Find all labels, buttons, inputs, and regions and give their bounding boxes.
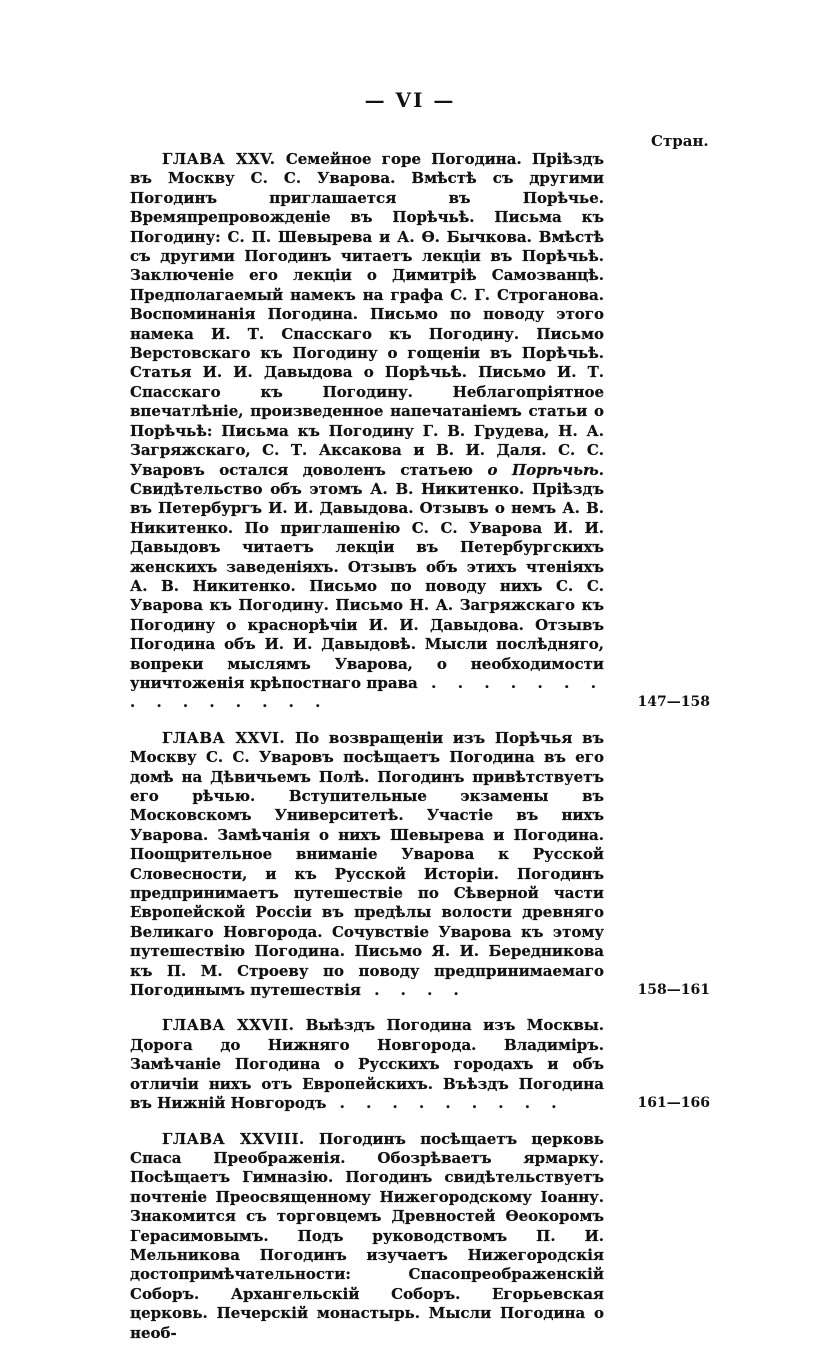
entry-summary-continued: . Свидѣтельство объ этомъ А. В. Никитенко. Пріѣздъ въ Петербургъ И. И. Давыдова. Отзывъ о немъ А. В. Никитенко. По приглашенію С. С. Уварова И. И. Давыдовъ читаетъ лекціи въ Петербургскихъ женскихъ заведеніяхъ. Отзывъ объ этихъ чтеніяхъ А. В. Никитенко. Письмо по поводу нихъ С. С. Уварова къ Погодину. Письмо Н. А. Загряжскаго къ Погодину о краснорѣчіи И. И. Давыдова. Отзывъ Погодина объ И. И. Давыдовѣ. Мысли послѣдняго, вопреки мыслямъ Уварова, о необходимости уничтоженія крѣпостнаго права [130,460,604,692]
toc-entry [130,1016,710,1113]
toc-entry [130,150,710,713]
entry-summary: Семейное горе Погодина. Пріѣздъ въ Москву С. С. Уварова. Вмѣстѣ съ другими Погодинъ приглашается въ Порѣчье. Времяпрепровожденіе въ Порѣчьѣ. Письма къ Погодину: С. П. Шевырева и А. Ѳ. Бычкова. Вмѣстѣ съ другими Погодинъ читаетъ лекціи въ Порѣчьѣ. Заключеніе его лекціи о Димитріѣ Самозванцѣ. Предполагаемый намекъ на графа С. Г. Строганова. Воспоминанія Погодина. Письмо по поводу этого намека И. Т. Спасскаго къ Погодину. Письмо Верстовскаго къ Погодину о гощеніи въ Порѣчьѣ. Статья И. И. Давыдова о Порѣчьѣ. Письмо И. Т. Спасскаго къ Погодину. Неблагопріятное впечатлѣніе, произведенное напечатаніемъ статьи о Порѣчьѣ: Письма къ Погодину Г. В. Грудева, Н. А. Загряжскаго, С. Т. Аксакова и В. И. Даля. С. С. Уваровъ остался доволенъ статьею [130,150,604,479]
leader-dots: . . . . . . . . . . . . . . . [130,673,604,712]
page-range: 161—166 [637,1095,710,1112]
entry-summary: Погодинъ посѣщаетъ церковь Спаса Преображенія. Обозрѣваетъ ярмарку. Посѣщаетъ Гимназію. Погодинъ свидѣтельствуетъ почтеніе Преосвященному Нижегородскому Іоанну. Знакомится съ торговцемъ Древностей Ѳеокоромъ Герасимовымъ. Подъ руководствомъ П. И. Мельникова Погодинъ изучаетъ Нижегородскія достопримѣчательности: Спасопреображенскій Соборъ. Архангельскій Соборъ. Егорьевская церковь. Печерскій монастырь. Мысли Погодина о необ- [130,1129,604,1342]
chapter-heading: ГЛАВА XXVIII. [162,1129,305,1148]
entry-text [130,1016,604,1113]
entry-text [130,1130,604,1343]
page-range: 158—161 [637,982,710,999]
toc-entry [130,1130,710,1343]
entry-text [130,729,604,1001]
chapter-heading: ГЛАВА XXV. [162,150,276,168]
chapter-heading: ГЛАВА XXVII. [162,1016,295,1035]
entry-summary: Выѣздъ Погодина изъ Москвы. Дорога до Нижняго Новгорода. Владиміръ. Замѣчаніе Погодина о Русскихъ городахъ и объ отличіи нихъ отъ Европейскихъ. Въѣздъ Погодина въ Нижній Новгородъ [130,1016,604,1113]
toc-entry [130,729,710,1001]
entry-summary: По возвращеніи изъ Порѣчья въ Москву С. С. Уваровъ посѣщаетъ Погодина въ его домѣ на Дѣвичьемъ Полѣ. Погодинъ привѣтствуетъ его рѣчью. Вступительные экзамены въ Московскомъ Университетѣ. Участіе въ нихъ Уварова. Замѣчанія о нихъ Шевырева и Погодина. Поощрительное вниманіе Уварова к Русской Словесности, и къ Русской Исторіи. Погодинъ предпринимаетъ путешествіе по Сѣверной части Европейской Россіи въ предѣлы волости древняго Великаго Новгорода. Сочувствіе Уварова къ этому путешествію Погодина. Письмо Я. И. Бередникова къ П. М. Строеву по поводу предпринимаемаго Погодинымъ путешествія [130,728,604,1000]
pages-column-label: Стран. [651,132,709,150]
chapter-heading: ГЛАВА XXVI. [162,728,286,747]
entry-text [130,150,604,713]
table-of-contents [130,150,710,1359]
leader-dots: . . . . . . . . . [326,1094,565,1113]
italic-title: о Порѣчьѣ [487,460,599,479]
page-range: 147—158 [637,694,710,711]
page-number: — VI — [364,88,456,112]
leader-dots: . . . . [360,981,467,1000]
